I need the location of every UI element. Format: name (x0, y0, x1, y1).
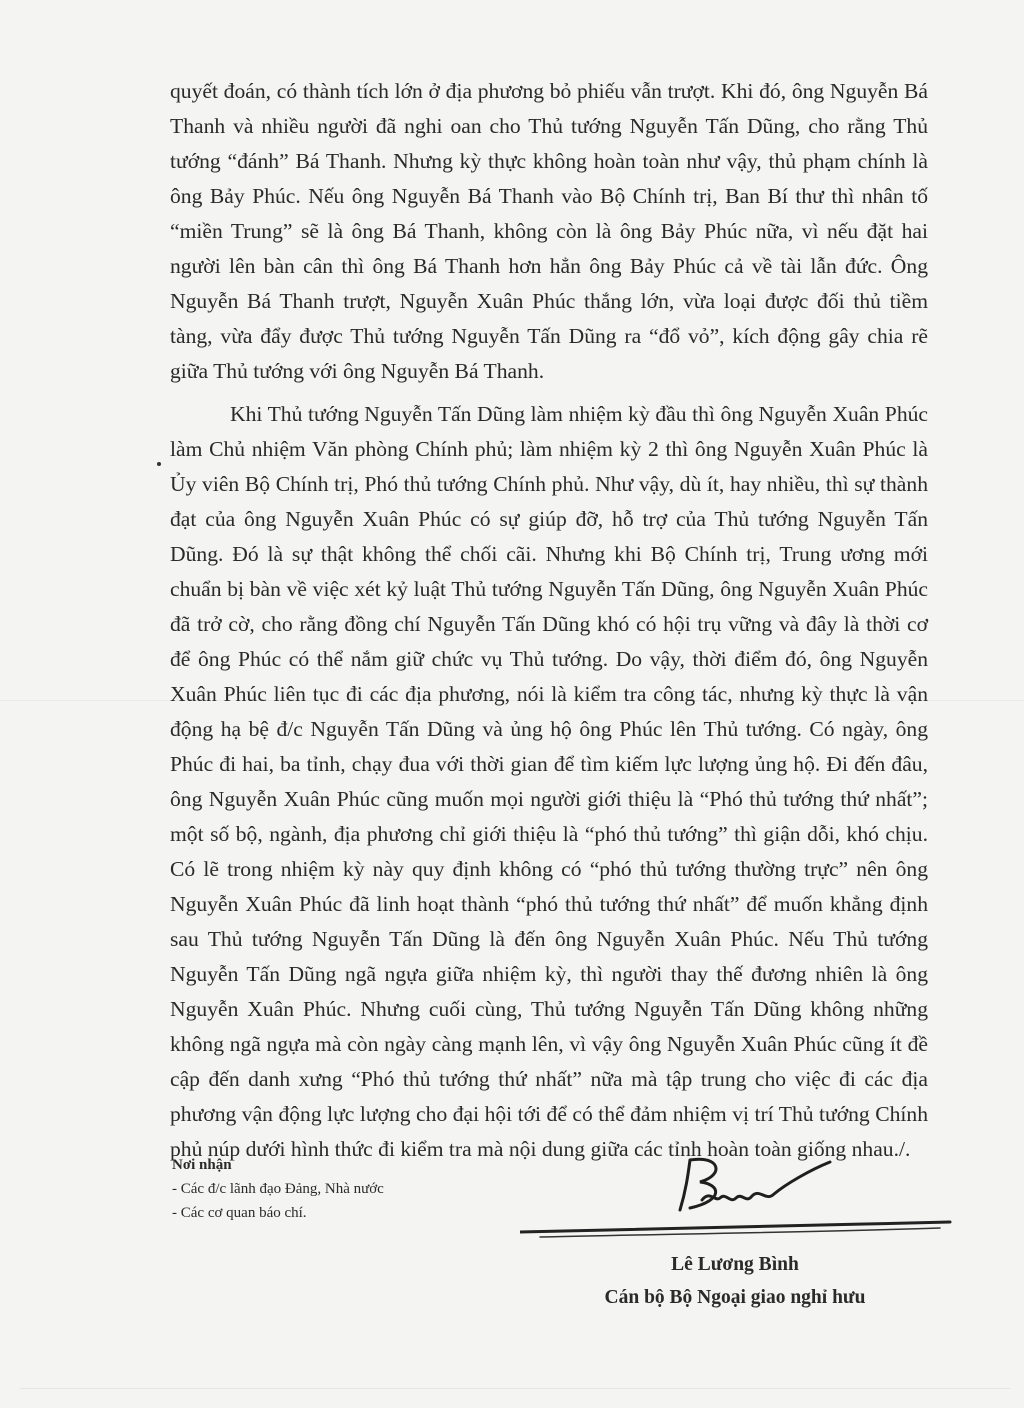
letter-body (170, 74, 928, 1167)
paragraph-1: quyết đoán, có thành tích lớn ở địa phương bỏ phiếu vẫn trượt. Khi đó, ông Nguyễn Bá Thanh và nhiều người đã nghi oan cho Thủ tướng Nguyễn Tấn Dũng, cho rằng Thủ tướng “đánh” Bá Thanh. Nhưng kỳ thực không hoàn toàn như vậy, thủ phạm chính là ông Bảy Phúc. Nếu ông Nguyễn Bá Thanh vào Bộ Chính trị, Ban Bí thư thì nhân tố “miền Trung” sẽ là ông Bá Thanh, không còn là ông Bảy Phúc nữa, vì nếu đặt hai người lên bàn cân thì ông Bá Thanh hơn hẳn ông Bảy Phúc cả về tài lẫn đức. Ông Nguyễn Bá Thanh trượt, Nguyễn Xuân Phúc thắng lớn, vừa loại được đối thủ tiềm tàng, vừa đẩy được Thủ tướng Nguyễn Tấn Dũng ra “đổ vỏ”, kích động gây chia rẽ giữa Thủ tướng với ông Nguyễn Bá Thanh. (170, 79, 928, 383)
signer-block (520, 1248, 950, 1314)
paper-bottom-edge (20, 1388, 1010, 1389)
signature-icon (520, 1140, 960, 1250)
recipient-item: - Các cơ quan báo chí. (172, 1205, 307, 1221)
signer-title: Cán bộ Bộ Ngoại giao nghỉ hưu (604, 1287, 866, 1308)
margin-mark (157, 462, 161, 466)
recipients-block (172, 1153, 532, 1225)
recipients-heading: Nơi nhận (172, 1157, 232, 1173)
paragraph-2: Khi Thủ tướng Nguyễn Tấn Dũng làm nhiệm kỳ đầu thì ông Nguyễn Xuân Phúc làm Chủ nhiệm Văn phòng Chính phủ; làm nhiệm kỳ 2 thì ông Nguyễn Xuân Phúc là Ủy viên Bộ Chính trị, Phó thủ tướng Chính phủ. Như vậy, dù ít, hay nhiều, thì sự thành đạt của ông Nguyễn Xuân Phúc có sự giúp đỡ, hỗ trợ của Thủ tướng Nguyễn Tấn Dũng. Đó là sự thật không thể chối cãi. Nhưng khi Bộ Chính trị, Trung ương mới chuẩn bị bàn về việc xét kỷ luật Thủ tướng Nguyễn Tấn Dũng, ông Nguyễn Xuân Phúc đã trở cờ, cho rằng đồng chí Nguyễn Tấn Dũng khó có hội trụ vững và đây là thời cơ để ông Phúc có thể nắm giữ chức vụ Thủ tướng. Do vậy, thời điểm đó, ông Nguyễn Xuân Phúc liên tục đi các địa phương, nói là kiểm tra công tác, nhưng kỳ thực là vận động hạ bệ đ/c Nguyễn Tấn Dũng và ủng hộ ông Phúc lên Thủ tướng. Có ngày, ông Phúc đi hai, ba tỉnh, chạy đua với thời gian để tìm kiếm lực lượng ủng hộ. Đi đến đâu, ông Nguyễn Xuân Phúc cũng muốn mọi người giới thiệu là “Phó thủ tướng thứ nhất”; một số bộ, ngành, địa phương chỉ giới thiệu là “phó thủ tướng” thì giận dỗi, khó chịu. Có lẽ trong nhiệm kỳ này quy định không có “phó thủ tướng thường trực” nên ông Nguyễn Xuân Phúc đã linh hoạt thành “phó thủ tướng thứ nhất” để muốn khẳng định sau Thủ tướng Nguyễn Tấn Dũng là đến ông Nguyễn Xuân Phúc. Nếu Thủ tướng Nguyễn Tấn Dũng ngã ngựa giữa nhiệm kỳ, thì người thay thế đương nhiên là ông Nguyễn Xuân Phúc. Nhưng cuối cùng, Thủ tướng Nguyễn Tấn Dũng không những không ngã ngựa mà còn ngày càng mạnh lên, vì vậy ông Nguyễn Xuân Phúc cũng ít đề cập đến danh xưng “Phó thủ tướng thứ nhất” nữa mà tập trung cho việc đi các địa phương vận động lực lượng cho đại hội tới để có thể đảm nhiệm vị trí Thủ tướng Chính phủ núp dưới hình thức đi kiểm tra mà nội dung giữa các tỉnh hoàn toàn giống nhau./. (170, 402, 928, 1161)
recipient-item: - Các đ/c lãnh đạo Đảng, Nhà nước (172, 1181, 384, 1197)
signer-name: Lê Lương Bình (671, 1254, 799, 1275)
